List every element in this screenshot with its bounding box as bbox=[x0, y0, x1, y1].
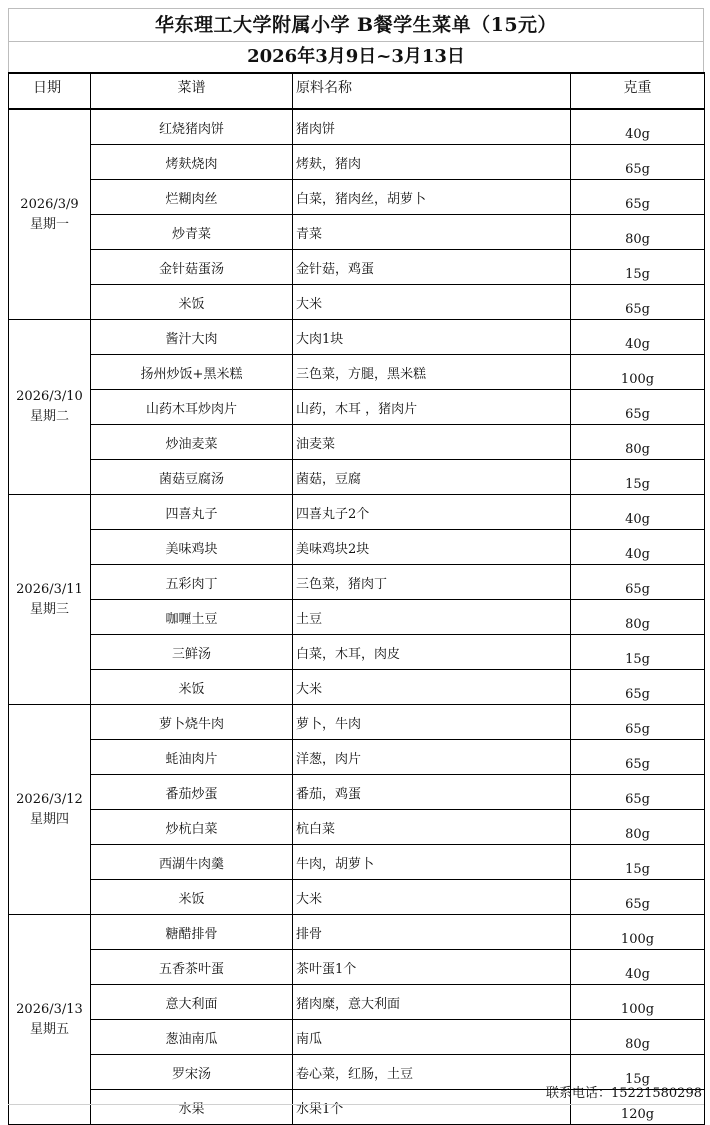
date-range: 2026年3月9日~3月13日 bbox=[8, 41, 704, 72]
ingredients: 排骨 bbox=[293, 915, 571, 950]
weight: 65g bbox=[571, 390, 705, 425]
menu-body bbox=[9, 109, 705, 1125]
ingredients: 萝卜，牛肉 bbox=[293, 705, 571, 740]
weight: 80g bbox=[571, 810, 705, 845]
weight: 65g bbox=[571, 145, 705, 180]
weight: 80g bbox=[571, 425, 705, 460]
day-weekday: 星期一 bbox=[29, 216, 69, 232]
table-row bbox=[9, 425, 705, 460]
dish-name: 五彩肉丁 bbox=[91, 565, 293, 600]
dish-name: 金针菇蛋汤 bbox=[91, 250, 293, 285]
day-date: 2026/3/13 bbox=[16, 1001, 83, 1017]
dish-name: 意大利面 bbox=[91, 985, 293, 1020]
table-row bbox=[9, 950, 705, 985]
table-row bbox=[9, 530, 705, 565]
table-row bbox=[9, 460, 705, 495]
day-weekday: 星期四 bbox=[29, 811, 69, 827]
weight: 100g bbox=[571, 985, 705, 1020]
weight: 15g bbox=[571, 1055, 705, 1090]
table-row bbox=[9, 705, 705, 740]
footer-divider bbox=[8, 1104, 704, 1105]
weight: 65g bbox=[571, 180, 705, 215]
table-row bbox=[9, 880, 705, 915]
day-date-cell bbox=[9, 705, 91, 915]
dish-name: 山药木耳炒肉片 bbox=[91, 390, 293, 425]
ingredients: 猪肉糜，意大利面 bbox=[293, 985, 571, 1020]
day-date: 2026/3/12 bbox=[16, 791, 83, 807]
table-row bbox=[9, 600, 705, 635]
dish-name: 米饭 bbox=[91, 880, 293, 915]
ingredients: 大米 bbox=[293, 670, 571, 705]
table-row bbox=[9, 810, 705, 845]
day-date: 2026/3/11 bbox=[16, 581, 83, 597]
table-row bbox=[9, 180, 705, 215]
page-title: 华东理工大学附属小学 B餐学生菜单（15元） bbox=[8, 8, 704, 41]
menu-table bbox=[8, 72, 705, 1125]
table-row bbox=[9, 740, 705, 775]
ingredients: 菌菇，豆腐 bbox=[293, 460, 571, 495]
dish-name: 炒油麦菜 bbox=[91, 425, 293, 460]
ingredients: 山药，木耳 ，猪肉片 bbox=[293, 390, 571, 425]
header-weight: 克重 bbox=[571, 73, 705, 109]
ingredients: 白菜，木耳，肉皮 bbox=[293, 635, 571, 670]
weight: 100g bbox=[571, 355, 705, 390]
day-date: 2026/3/10 bbox=[16, 389, 83, 404]
dish-name: 糖醋排骨 bbox=[91, 915, 293, 950]
ingredients: 白菜，猪肉丝，胡萝卜 bbox=[293, 180, 571, 215]
ingredients: 油麦菜 bbox=[293, 425, 571, 460]
dish-name: 西湖牛肉羹 bbox=[91, 845, 293, 880]
weight: 40g bbox=[571, 109, 705, 145]
table-row bbox=[9, 915, 705, 950]
dish-name: 米饭 bbox=[91, 670, 293, 705]
weight: 65g bbox=[571, 705, 705, 740]
weight: 15g bbox=[571, 460, 705, 495]
day-date-cell bbox=[9, 109, 91, 320]
ingredients: 卷心菜，红肠，土豆 bbox=[293, 1055, 571, 1090]
weight: 40g bbox=[571, 950, 705, 985]
table-row bbox=[9, 985, 705, 1020]
dish-name: 五香茶叶蛋 bbox=[91, 950, 293, 985]
weight: 15g bbox=[571, 635, 705, 670]
dish-name: 四喜丸子 bbox=[91, 495, 293, 530]
ingredients: 杭白菜 bbox=[293, 810, 571, 845]
table-row bbox=[9, 775, 705, 810]
weight: 80g bbox=[571, 600, 705, 635]
table-row bbox=[9, 250, 705, 285]
dish-name: 三鲜汤 bbox=[91, 635, 293, 670]
table-row bbox=[9, 145, 705, 180]
ingredients: 青菜 bbox=[293, 215, 571, 250]
ingredients: 土豆 bbox=[293, 600, 571, 635]
day-weekday: 星期三 bbox=[29, 601, 69, 617]
table-row bbox=[9, 495, 705, 530]
ingredients: 三色菜，方腿，黑米糕 bbox=[293, 355, 571, 390]
weight: 40g bbox=[571, 320, 705, 355]
ingredients: 烤麸，猪肉 bbox=[293, 145, 571, 180]
table-row bbox=[9, 320, 705, 355]
day-date-cell bbox=[9, 495, 91, 705]
weight: 100g bbox=[571, 915, 705, 950]
dish-name: 烤麸烧肉 bbox=[91, 145, 293, 180]
ingredients: 南瓜 bbox=[293, 1020, 571, 1055]
ingredients: 金针菇，鸡蛋 bbox=[293, 250, 571, 285]
dish-name: 萝卜烧牛肉 bbox=[91, 705, 293, 740]
ingredients: 美味鸡块2块 bbox=[293, 530, 571, 565]
dish-name: 罗宋汤 bbox=[91, 1055, 293, 1090]
dish-name: 酱汁大肉 bbox=[91, 320, 293, 355]
header-row bbox=[9, 73, 705, 109]
table-row bbox=[9, 390, 705, 425]
ingredients: 洋葱，肉片 bbox=[293, 740, 571, 775]
table-row bbox=[9, 109, 705, 145]
dish-name: 炒青菜 bbox=[91, 215, 293, 250]
dish-name: 菌菇豆腐汤 bbox=[91, 460, 293, 495]
ingredients: 茶叶蛋1个 bbox=[293, 950, 571, 985]
day-weekday: 星期五 bbox=[29, 1021, 69, 1037]
table-row bbox=[9, 355, 705, 390]
table-row bbox=[9, 215, 705, 250]
table-row bbox=[9, 670, 705, 705]
dish-name: 水果 bbox=[91, 1090, 293, 1125]
table-row bbox=[9, 845, 705, 880]
ingredients: 四喜丸子2个 bbox=[293, 495, 571, 530]
ingredients: 大肉1块 bbox=[293, 320, 571, 355]
weight: 15g bbox=[571, 845, 705, 880]
table-row bbox=[9, 565, 705, 600]
weight: 65g bbox=[571, 565, 705, 600]
ingredients: 猪肉饼 bbox=[293, 109, 571, 145]
header-date: 日期 bbox=[9, 73, 91, 109]
dish-name: 烂糊肉丝 bbox=[91, 180, 293, 215]
dish-name: 红烧猪肉饼 bbox=[91, 109, 293, 145]
contact-phone: 联系电话：15221580298 bbox=[546, 1086, 702, 1101]
dish-name: 葱油南瓜 bbox=[91, 1020, 293, 1055]
dish-name: 美味鸡块 bbox=[91, 530, 293, 565]
weight: 15g bbox=[571, 250, 705, 285]
header-dish: 菜谱 bbox=[91, 73, 293, 109]
weight: 65g bbox=[571, 285, 705, 320]
ingredients: 水果1个 bbox=[293, 1090, 571, 1125]
table-row bbox=[9, 635, 705, 670]
weight: 80g bbox=[571, 215, 705, 250]
ingredients: 番茄，鸡蛋 bbox=[293, 775, 571, 810]
weight: 65g bbox=[571, 670, 705, 705]
ingredients: 大米 bbox=[293, 285, 571, 320]
weight: 40g bbox=[571, 495, 705, 530]
dish-name: 番茄炒蛋 bbox=[91, 775, 293, 810]
ingredients: 三色菜，猪肉丁 bbox=[293, 565, 571, 600]
weight: 40g bbox=[571, 530, 705, 565]
weight: 65g bbox=[571, 740, 705, 775]
weight: 80g bbox=[571, 1020, 705, 1055]
dish-name: 扬州炒饭+黑米糕 bbox=[91, 355, 293, 390]
table-row bbox=[9, 1020, 705, 1055]
weight: 120g bbox=[571, 1090, 705, 1125]
dish-name: 米饭 bbox=[91, 285, 293, 320]
day-weekday: 星期二 bbox=[29, 409, 69, 424]
day-date-cell bbox=[9, 915, 91, 1125]
menu-document bbox=[8, 8, 704, 1125]
dish-name: 咖喱土豆 bbox=[91, 600, 293, 635]
day-date-cell bbox=[9, 320, 91, 495]
weight: 65g bbox=[571, 775, 705, 810]
ingredients: 大米 bbox=[293, 880, 571, 915]
weight: 65g bbox=[571, 880, 705, 915]
ingredients: 牛肉，胡萝卜 bbox=[293, 845, 571, 880]
dish-name: 蚝油肉片 bbox=[91, 740, 293, 775]
table-row bbox=[9, 285, 705, 320]
dish-name: 炒杭白菜 bbox=[91, 810, 293, 845]
header-ingredients: 原料名称 bbox=[293, 73, 571, 109]
day-date: 2026/3/9 bbox=[20, 196, 79, 212]
